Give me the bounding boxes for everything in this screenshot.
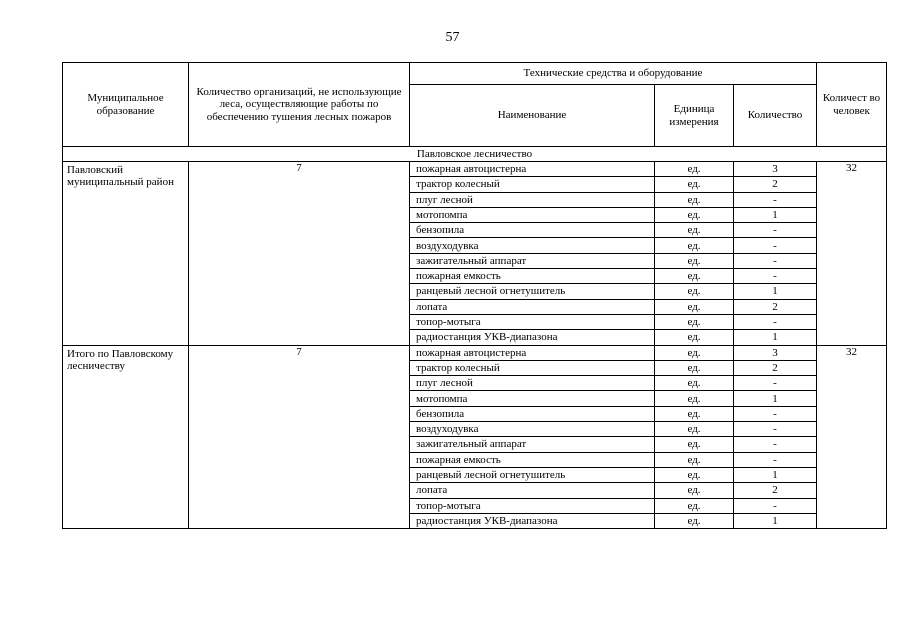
organizations-cell: 7 (189, 345, 410, 529)
table-row (63, 345, 887, 360)
unit-cell: ед. (655, 314, 734, 329)
equipment-name-cell: воздуходувка (410, 422, 655, 437)
equipment-name-cell: зажигательный аппарат (410, 437, 655, 452)
header-equipment-group: Технические средства и оборудование (410, 63, 817, 85)
unit-cell: ед. (655, 513, 734, 528)
organizations-cell: 7 (189, 162, 410, 346)
equipment-name-cell: пожарная автоцистерна (410, 345, 655, 360)
quantity-cell: 1 (734, 467, 817, 482)
quantity-cell: 1 (734, 513, 817, 528)
page-number: 57 (445, 30, 460, 45)
quantity-cell: 2 (734, 177, 817, 192)
quantity-cell: - (734, 238, 817, 253)
equipment-name-cell: плуг лесной (410, 192, 655, 207)
unit-cell: ед. (655, 299, 734, 314)
unit-cell: ед. (655, 284, 734, 299)
section-title: Павловское лесничество (63, 147, 887, 162)
quantity-cell: - (734, 314, 817, 329)
quantity-cell: 1 (734, 330, 817, 345)
unit-cell: ед. (655, 406, 734, 421)
equipment-name-cell: пожарная емкость (410, 269, 655, 284)
quantity-cell: - (734, 422, 817, 437)
unit-cell: ед. (655, 467, 734, 482)
equipment-name-cell: плуг лесной (410, 376, 655, 391)
unit-cell: ед. (655, 269, 734, 284)
equipment-name-cell: радиостанция УКВ-диапазона (410, 513, 655, 528)
header-quantity: Количество (734, 85, 817, 147)
quantity-cell: - (734, 223, 817, 238)
header-municipality: Муниципальное образование (63, 63, 189, 147)
unit-cell: ед. (655, 192, 734, 207)
unit-cell: ед. (655, 483, 734, 498)
unit-cell: ед. (655, 345, 734, 360)
people-cell: 32 (817, 345, 887, 529)
unit-cell: ед. (655, 391, 734, 406)
unit-cell: ед. (655, 223, 734, 238)
quantity-cell: 2 (734, 360, 817, 375)
table-row (63, 162, 887, 177)
equipment-name-cell: бензопила (410, 223, 655, 238)
people-cell: 32 (817, 162, 887, 346)
unit-cell: ед. (655, 452, 734, 467)
quantity-cell: 1 (734, 284, 817, 299)
equipment-name-cell: лопата (410, 483, 655, 498)
quantity-cell: 1 (734, 207, 817, 222)
header-name: Наименование (410, 85, 655, 147)
unit-cell: ед. (655, 162, 734, 177)
equipment-name-cell: топор-мотыга (410, 314, 655, 329)
header-unit: Единица измерения (655, 85, 734, 147)
equipment-name-cell: зажигательный аппарат (410, 253, 655, 268)
equipment-name-cell: пожарная емкость (410, 452, 655, 467)
header-people: Количест во человек (817, 63, 887, 147)
quantity-cell: - (734, 269, 817, 284)
municipality-cell: Павловский муниципальный район (63, 162, 189, 346)
quantity-cell: 1 (734, 391, 817, 406)
unit-cell: ед. (655, 330, 734, 345)
unit-cell: ед. (655, 360, 734, 375)
quantity-cell: 2 (734, 299, 817, 314)
unit-cell: ед. (655, 238, 734, 253)
equipment-name-cell: мотопомпа (410, 391, 655, 406)
quantity-cell: 2 (734, 483, 817, 498)
municipality-cell: Итого по Павловскому лесничеству (63, 345, 189, 529)
equipment-name-cell: топор-мотыга (410, 498, 655, 513)
header-organizations: Количество организаций, не использующие леса, осуществляющие работы по обеспечению тушения лесных пожаров (189, 63, 410, 147)
quantity-cell: 3 (734, 162, 817, 177)
unit-cell: ед. (655, 177, 734, 192)
equipment-name-cell: ранцевый лесной огнетушитель (410, 284, 655, 299)
unit-cell: ед. (655, 437, 734, 452)
unit-cell: ед. (655, 253, 734, 268)
quantity-cell: 3 (734, 345, 817, 360)
quantity-cell: - (734, 437, 817, 452)
equipment-name-cell: ранцевый лесной огнетушитель (410, 467, 655, 482)
quantity-cell: - (734, 376, 817, 391)
equipment-name-cell: трактор колесный (410, 360, 655, 375)
unit-cell: ед. (655, 422, 734, 437)
equipment-name-cell: пожарная автоцистерна (410, 162, 655, 177)
unit-cell: ед. (655, 376, 734, 391)
quantity-cell: - (734, 452, 817, 467)
quantity-cell: - (734, 498, 817, 513)
quantity-cell: - (734, 253, 817, 268)
equipment-name-cell: радиостанция УКВ-диапазона (410, 330, 655, 345)
quantity-cell: - (734, 192, 817, 207)
equipment-name-cell: трактор колесный (410, 177, 655, 192)
quantity-cell: - (734, 406, 817, 421)
unit-cell: ед. (655, 207, 734, 222)
unit-cell: ед. (655, 498, 734, 513)
equipment-table (62, 62, 887, 529)
equipment-name-cell: мотопомпа (410, 207, 655, 222)
equipment-name-cell: лопата (410, 299, 655, 314)
equipment-name-cell: воздуходувка (410, 238, 655, 253)
equipment-name-cell: бензопила (410, 406, 655, 421)
